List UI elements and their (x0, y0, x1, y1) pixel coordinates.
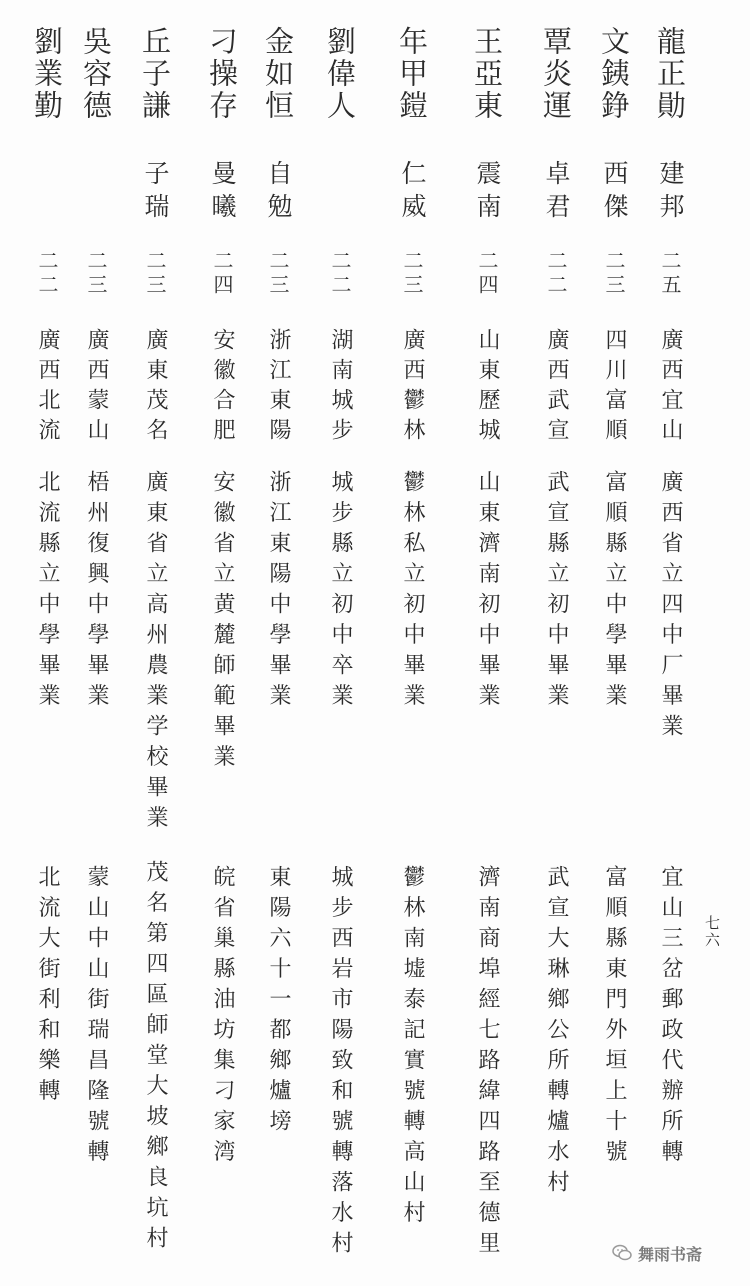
watermark (612, 1238, 702, 1268)
age: 二三 (602, 250, 626, 298)
education: 安徽省立黄麓師範畢業 (210, 470, 235, 775)
age: 二三 (400, 250, 424, 298)
student-name: 丘子謙 (138, 26, 172, 122)
student-name: 吳容德 (79, 26, 113, 122)
entry-column (392, 0, 432, 1286)
age: 二四 (475, 250, 499, 298)
mailing-address: 富順縣東門外垣上十號 (602, 865, 627, 1170)
education: 浙江東陽中學畢業 (266, 470, 291, 714)
entry-column (135, 0, 175, 1286)
age: 二三 (266, 250, 290, 298)
native-place: 安徽合肥 (210, 328, 235, 448)
education: 北流縣立中學畢業 (35, 470, 60, 714)
native-place: 廣西北流 (35, 328, 60, 448)
courtesy-name: 震南 (473, 160, 502, 226)
student-name: 龍正勛 (653, 26, 687, 122)
student-name: 年甲鎧 (395, 26, 429, 122)
entry-column (202, 0, 242, 1286)
courtesy-name: 卓君 (542, 160, 571, 226)
age: 二三 (143, 250, 167, 298)
native-place: 廣西蒙山 (84, 328, 109, 448)
student-name: 王亞東 (470, 26, 504, 122)
student-name: 文銕錚 (597, 26, 631, 122)
education: 富順縣立中學畢業 (602, 470, 627, 714)
mailing-address: 皖省巢縣油坊集刁家湾 (210, 865, 235, 1170)
age: 二二 (35, 250, 59, 298)
native-place: 湖南城步 (328, 328, 353, 448)
native-place: 浙江東陽 (266, 328, 291, 448)
student-name: 刁操存 (205, 26, 239, 122)
native-place: 四川富順 (602, 328, 627, 448)
courtesy-name: 建邦 (656, 160, 685, 226)
age: 二二 (544, 250, 568, 298)
mailing-address: 北流大街利和樂轉 (35, 865, 60, 1109)
entry-column (467, 0, 507, 1286)
entry-column (76, 0, 116, 1286)
student-name: 覃炎運 (539, 26, 573, 122)
native-place: 廣西宜山 (658, 328, 683, 448)
student-name: 劉業勤 (30, 26, 64, 122)
native-place: 廣西武宣 (544, 328, 569, 448)
mailing-address: 茂名第四區師堂大坡鄉良坑村 (143, 860, 168, 1257)
native-place: 廣西鬱林 (400, 328, 425, 448)
courtesy-name: 曼曦 (208, 160, 237, 226)
entry-column (258, 0, 298, 1286)
education: 廣西省立四中厂畢業 (658, 470, 683, 745)
age: 二三 (84, 250, 108, 298)
mailing-address: 濟南商埠經七路緯四路至德里 (475, 865, 500, 1262)
education: 廣東省立高州農業学校畢業 (143, 470, 168, 836)
entry-column (536, 0, 576, 1286)
student-name: 劉偉人 (323, 26, 357, 122)
entry-column (650, 0, 690, 1286)
wechat-icon (612, 1243, 632, 1263)
courtesy-name: 自勉 (264, 160, 293, 226)
entry-column (27, 0, 67, 1286)
courtesy-name: 西傑 (600, 160, 629, 226)
mailing-address: 蒙山中山街瑞昌隆號轉 (84, 865, 109, 1170)
age: 二五 (658, 250, 682, 298)
courtesy-name: 仁威 (398, 160, 427, 226)
mailing-address: 東陽六十一都鄉爐塝 (266, 865, 291, 1140)
mailing-address: 城步西岩市陽致和號轉落水村 (328, 865, 353, 1262)
education: 山東濟南初中畢業 (475, 470, 500, 714)
courtesy-name: 子瑞 (141, 160, 170, 226)
native-place: 廣東茂名 (143, 328, 168, 448)
entry-column (594, 0, 634, 1286)
mailing-address: 鬱林南墟泰記實號轉高山村 (400, 865, 425, 1231)
education: 鬱林私立初中畢業 (400, 470, 425, 714)
student-name: 金如恒 (261, 26, 295, 122)
education: 城步縣立初中卒業 (328, 470, 353, 714)
education: 梧州復興中學畢業 (84, 470, 109, 714)
native-place: 山東歷城 (475, 328, 500, 448)
page-number: 七六 (703, 915, 721, 949)
entry-column (320, 0, 360, 1286)
age: 二二 (328, 250, 352, 298)
education: 武宣縣立初中畢業 (544, 470, 569, 714)
mailing-address: 武宣大琳鄉公所轉爐水村 (544, 865, 569, 1201)
watermark-text: 舞雨书斋 (638, 1244, 703, 1264)
mailing-address: 宜山三岔郵政代辦所轉 (658, 865, 683, 1170)
age: 二四 (210, 250, 234, 298)
